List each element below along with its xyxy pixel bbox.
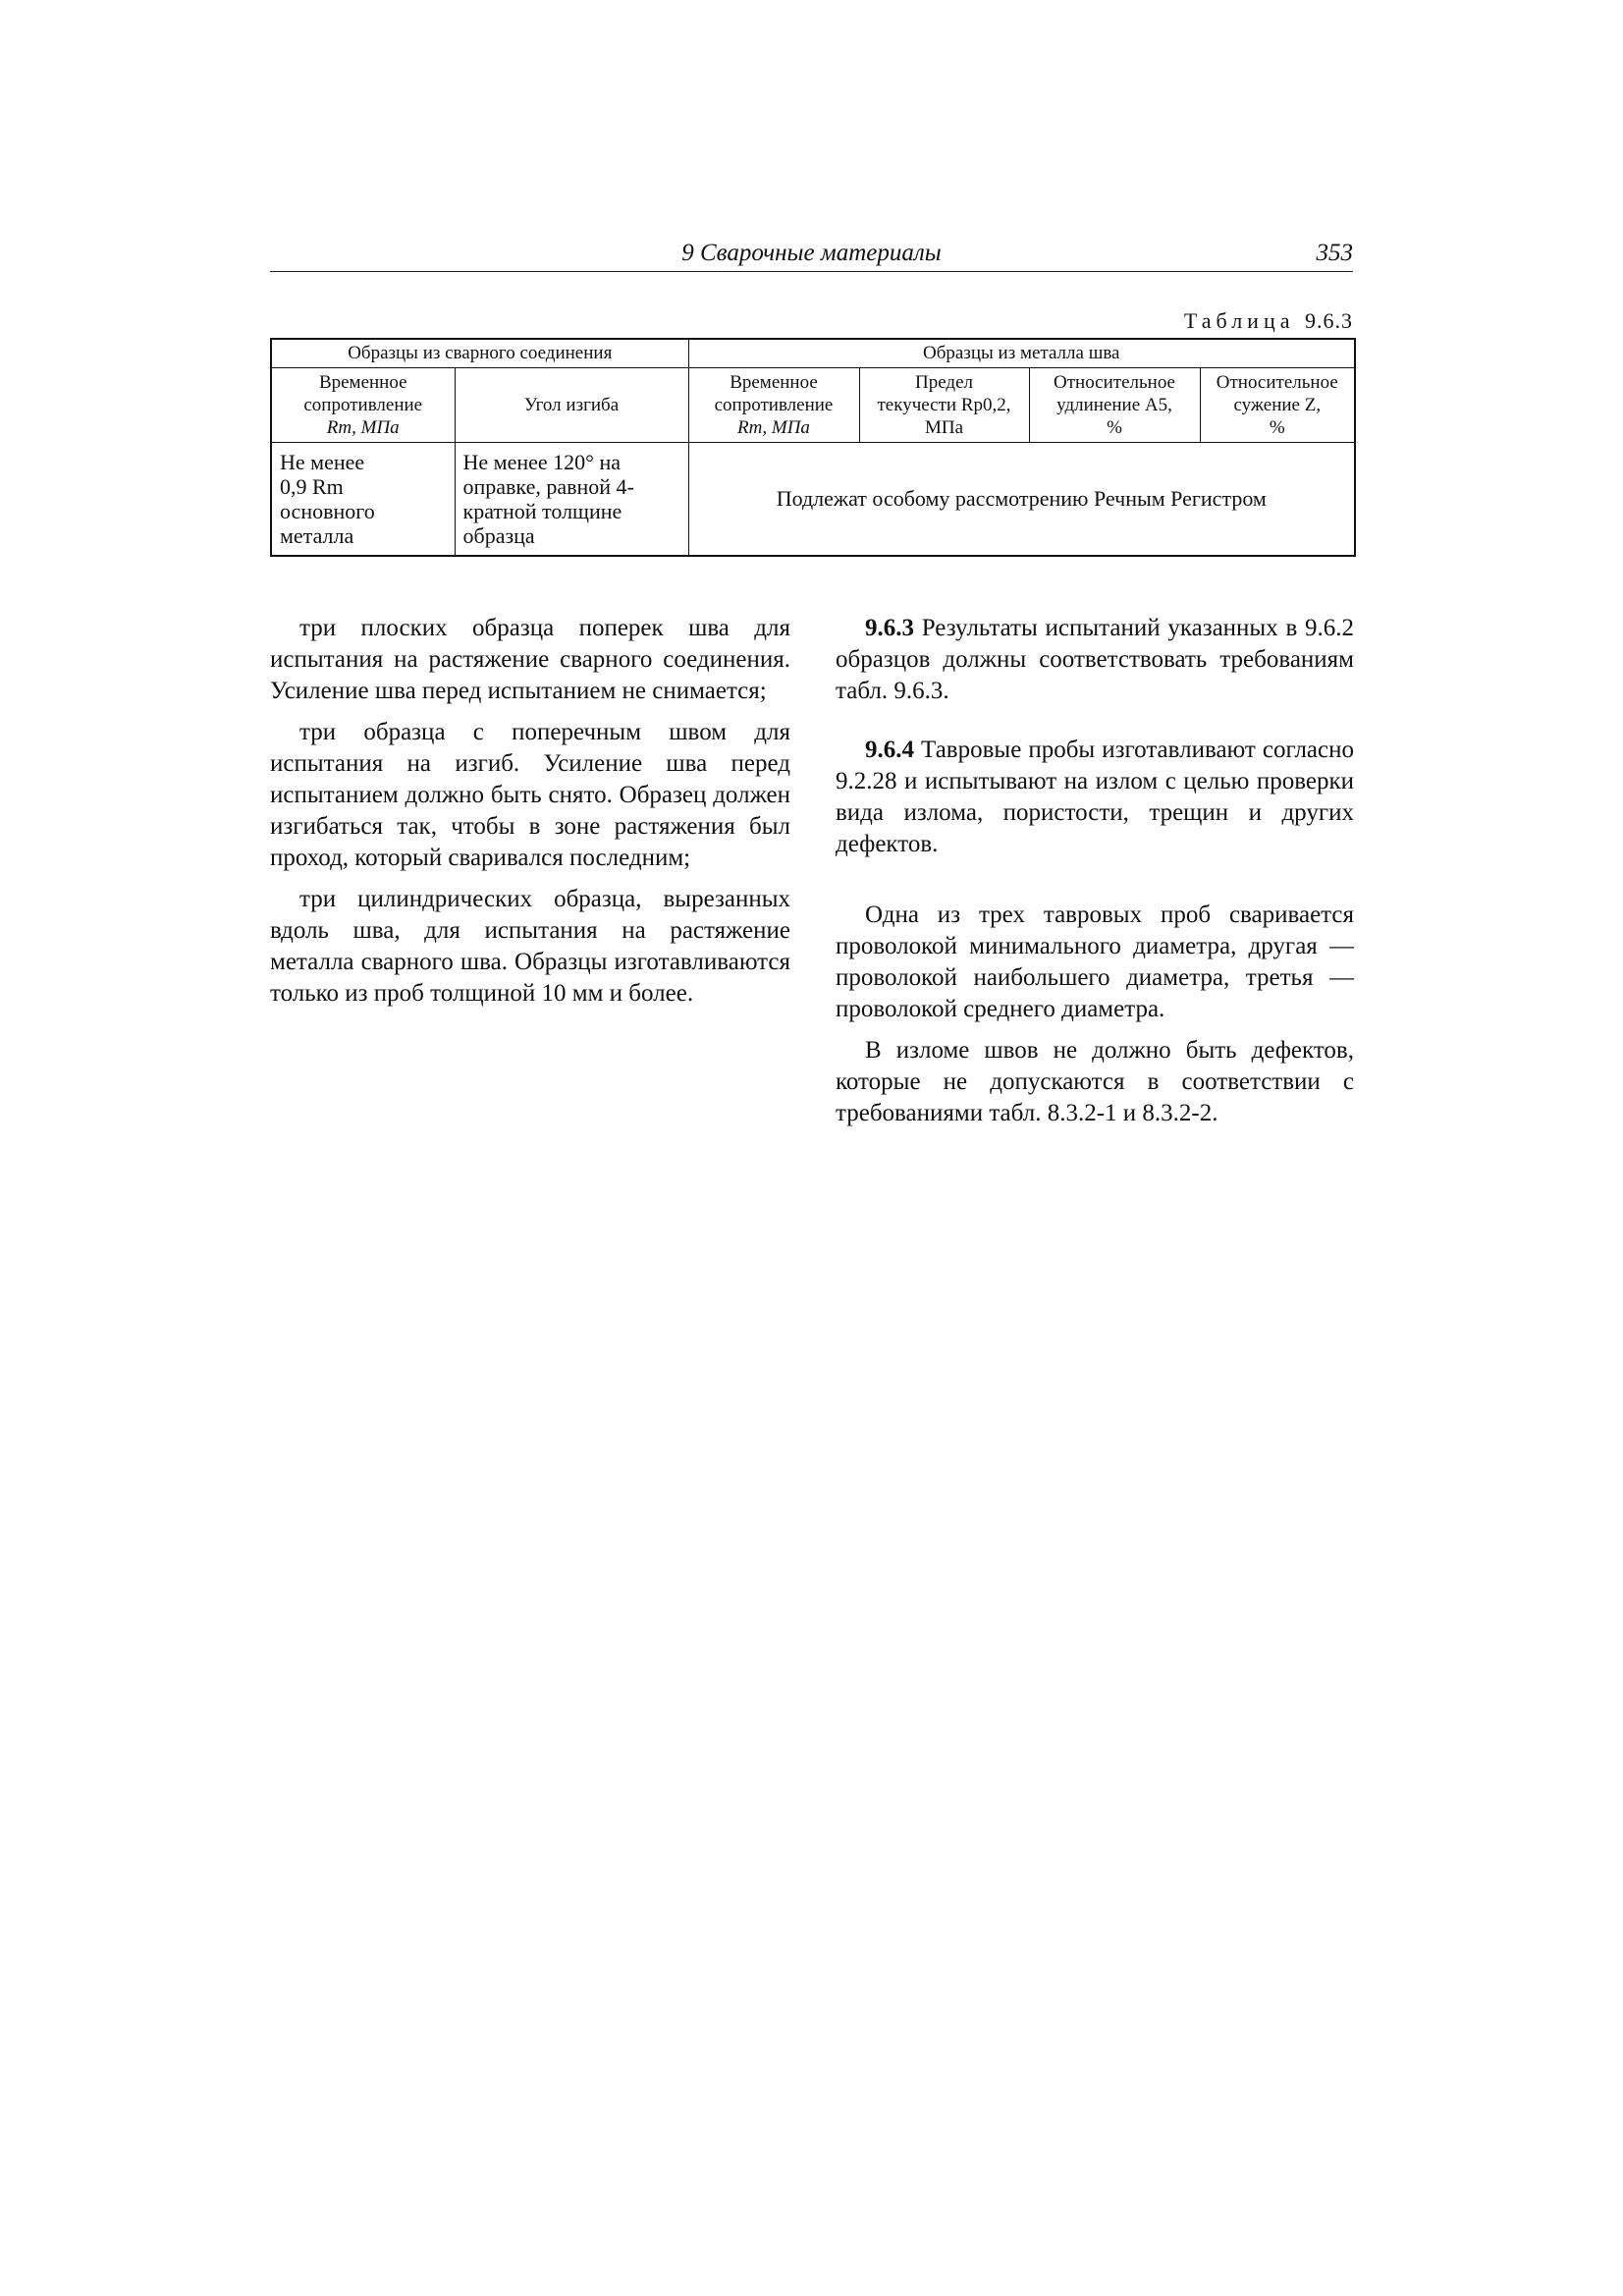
requirements-table (270, 338, 1356, 557)
page-number: 353 (1316, 240, 1353, 266)
paragraph: три плоских образца поперек шва для испытания на растяжение сварного соединения. Усиление шва перед испытанием не снимается; (270, 615, 790, 704)
cell-bend-requirement: Не менее 120° на оправке, равной 4- кратной толщине образца (455, 443, 688, 557)
column-header-yield-strength: Предел текучести Rp0,2, МПа (859, 368, 1029, 443)
table-caption-number: 9.6.3 (1305, 308, 1353, 333)
column-header-bend-angle: Угол изгиба (455, 368, 688, 443)
paragraph-9-6-3: 9.6.3 Результаты испытаний указанных в 9.6.2 образцов должны соответствовать требованиям табл. 9.6.3. (836, 615, 1354, 704)
cell-tensile-requirement: Не менее 0,9 Rm основного металла (271, 443, 455, 557)
group-header-weld-metal: Образцы из металла шва (688, 339, 1355, 368)
column-header-elongation: Относительное удлинение A5, % (1029, 368, 1200, 443)
table-caption (1184, 308, 1353, 334)
table-caption-label: Таблица (1183, 308, 1295, 333)
column-header-tensile-strength-metal: Временное сопротивление Rm, МПа (688, 368, 859, 443)
paragraph: три цилиндрических образца, вырезанных вдоль шва, для испытания на растяжение металла сварного шва. Образцы изготавливаются только из проб толщиной 10 мм и более. (270, 886, 790, 1007)
right-text-column (836, 613, 1354, 1139)
group-header-welded-joint: Образцы из сварного соединения (271, 339, 688, 368)
paragraph: В изломе швов не должно быть дефектов, которые не допускаются в соответствии с требованиями табл. 8.3.2-1 и 8.3.2-2. (836, 1037, 1354, 1126)
column-header-row (271, 368, 1355, 443)
paragraph-9-6-4: 9.6.4 Тавровые пробы изготавливают согласно 9.2.28 и испытывают на излом с целью проверки вида излома, пористости, трещин и других дефектов. (836, 737, 1354, 857)
cell-weld-metal-note: Подлежат особому рассмотрению Речным Регистром (688, 443, 1355, 557)
paragraph: три образца с поперечным швом для испытания на изгиб. Усиление шва перед испытанием должно быть снято. Образец должен изгибаться так, чтобы в зоне растяжения был проход, который сваривался последним; (270, 719, 790, 871)
clause-number: 9.6.3 (865, 615, 914, 641)
group-header-row (271, 339, 1355, 368)
clause-number: 9.6.4 (865, 737, 914, 763)
column-header-reduction-of-area: Относительное сужение Z, % (1200, 368, 1355, 443)
column-header-tensile-strength-joint: Временное сопротивление Rm, МПа (271, 368, 455, 443)
table-row (271, 443, 1355, 557)
paragraph: Одна из трех тавровых проб сваривается проволокой минимального диаметра, другая — проволокой наибольшего диаметра, третья — проволокой среднего диаметра. (836, 902, 1354, 1022)
left-text-column (270, 613, 790, 1019)
running-title: 9 Сварочные материалы (681, 240, 942, 266)
page-header (270, 240, 1353, 272)
